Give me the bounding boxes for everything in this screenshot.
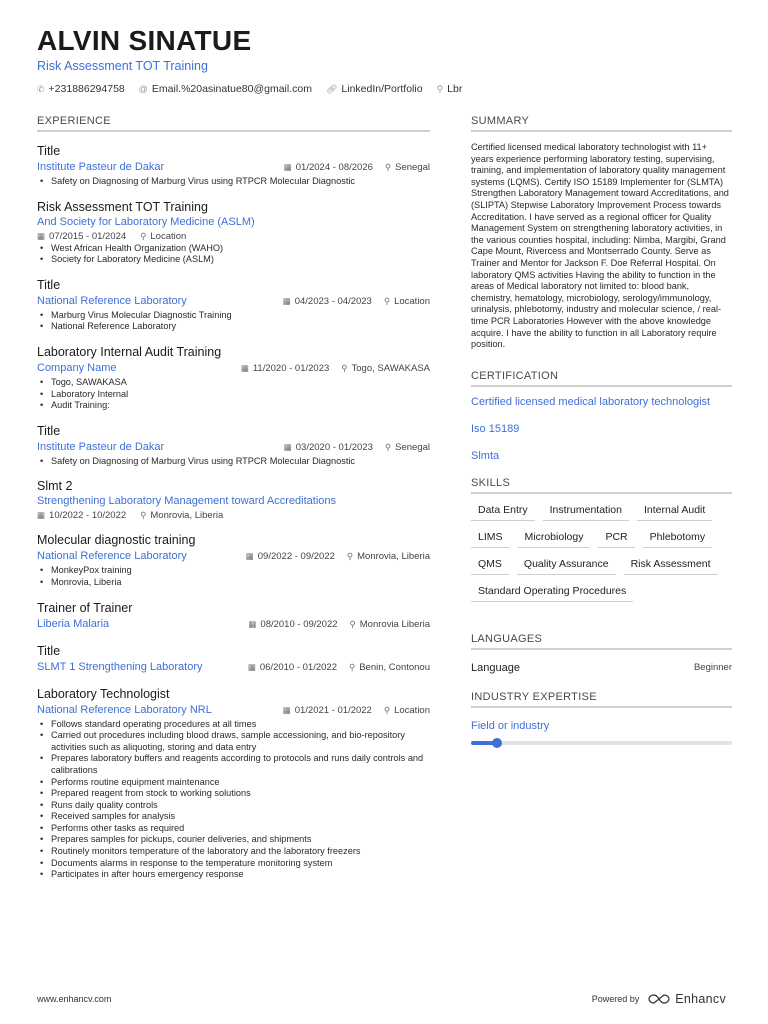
bullet-item: • Prepares samples for pickups, courier deliveries, and shipments [40, 834, 430, 846]
location-text: Location [394, 704, 430, 716]
location-text: Lbr [447, 83, 463, 95]
experience-company: Company Name [37, 361, 117, 374]
experience-list [37, 143, 430, 881]
experience-dates [283, 705, 372, 716]
bullet-item: • Performs other tasks as required [40, 823, 430, 835]
contact-location [437, 83, 463, 95]
experience-entry [37, 423, 430, 468]
bullet-item: • Carried out procedures including blood draws, sample accessioning, and bio-repository activities such as aliquoting, storing and data entry [40, 730, 430, 753]
skill-tag: LIMS [471, 529, 510, 548]
bullet-item: • Received samples for analysis [40, 811, 430, 823]
skill-tag: Microbiology [518, 529, 591, 548]
experience-title: Title [37, 277, 61, 292]
bullet-item: • Routinely monitors temperature of the laboratory and the laboratory freezers [40, 846, 430, 858]
experience-bullets [37, 456, 430, 468]
skill-tag: Risk Assessment [624, 556, 718, 575]
bullet-item: • Participates in after hours emergency response [40, 869, 430, 881]
dates-text: 07/2015 - 01/2024 [49, 230, 127, 242]
location-pin-icon: ⚲ [346, 551, 354, 562]
experience-location [140, 231, 186, 242]
link-icon: 🔗︎ [325, 83, 338, 94]
experience-location [341, 363, 430, 374]
experience-entry [37, 143, 430, 188]
experience-row [37, 703, 430, 718]
dates-text: 04/2023 - 04/2023 [294, 295, 372, 307]
brand-name: Enhancv [675, 992, 726, 1006]
experience-heading: EXPERIENCE [37, 115, 430, 132]
dates-text: 08/2010 - 09/2022 [260, 618, 338, 630]
experience-entry [37, 600, 430, 632]
slider-knob [492, 738, 502, 748]
experience-company: And Society for Laboratory Medicine (ASLM) [37, 215, 255, 228]
experience-company: Liberia Malaria [37, 617, 110, 630]
experience-meta [37, 231, 430, 242]
location-text: Location [394, 295, 430, 307]
experience-meta [284, 162, 430, 173]
bullet-item: • Safety on Diagnosing of Marburg Virus using RTPCR Molecular Diagnostic [40, 176, 430, 188]
skill-tag: Standard Operating Procedures [471, 583, 633, 602]
experience-entry [37, 686, 430, 881]
calendar-icon: ▦ [282, 295, 291, 306]
at-icon: @ [138, 84, 148, 94]
location-pin-icon: ⚲ [383, 704, 391, 715]
calendar-icon: ▦ [245, 551, 254, 562]
location-pin-icon: ⚲ [140, 510, 147, 521]
experience-company: Institute Pasteur de Dakar [37, 161, 165, 173]
location-text: Location [150, 230, 187, 242]
dates-text: 09/2022 - 09/2022 [257, 551, 335, 563]
experience-dates [284, 442, 373, 453]
experience-title: Title [37, 643, 61, 658]
summary-heading: SUMMARY [471, 115, 732, 132]
dates-text: 01/2024 - 08/2026 [295, 162, 373, 173]
experience-title: Title [37, 144, 61, 158]
summary-text: Certified licensed medical laboratory technologist with 11+ years experience performing laboratory testing, supervising, training, and implementation of laboratory quality management systems (LQMS). Certify ISO 15189 Implementer for (SLMTA) Strengthen Laboratory Management toward Accreditations, and (SLIPTA) Stepwise Laboratory Improvement Process towards Accreditation. I have served as a regional officer for Quality Management System on strengthening laboratory activities, in the various counties hospital, including: Nimba, Margibi, Grand Cape Mount, Rivercess and Montserrado County. Serve as Trainer and Mentor for Jackson F. Doe Referral Hospital. On laboratory QMS activities Having the ability to function in the areas of Medical laboratory not limited to: blood bank, chemistry, hematology, microbiology, serology/immunology, urinalysis, phlebotomy, industry and molecular science, / real-time PCR Laboratories However with the above knowledge acquire. I have the ability to function in all Laboratory require position. [471, 142, 729, 350]
experience-title: Laboratory Technologist [37, 686, 170, 701]
phone-text: +231886294758 [48, 83, 125, 95]
bullet-item: • Performs routine equipment maintenance [40, 777, 430, 789]
dates-text: 11/2020 - 01/2023 [252, 362, 330, 374]
calendar-icon: ▦ [37, 230, 46, 241]
experience-meta [246, 551, 430, 562]
calendar-icon: ▦ [283, 441, 292, 452]
contact-link[interactable] [326, 83, 423, 95]
experience-title: Molecular diagnostic training [37, 533, 196, 548]
skill-tag: QMS [471, 556, 509, 575]
calendar-icon: ▦ [282, 704, 291, 715]
bullet-item: • Follows standard operating procedures at all times [40, 719, 430, 731]
experience-row [37, 440, 430, 455]
location-pin-icon: ⚲ [341, 362, 348, 373]
experience-location [347, 551, 430, 562]
bullet-item: • Safety on Diagnosing of Marburg Virus using RTPCR Molecular Diagnostic [40, 456, 430, 468]
experience-location [384, 296, 430, 307]
bullet-item: • Prepared reagent from stock to working solutions [40, 788, 430, 800]
enhancv-logo-icon [647, 993, 671, 1005]
experience-dates [241, 363, 329, 374]
experience-dates [248, 662, 337, 673]
location-pin-icon: ⚲ [140, 230, 147, 241]
dates-text: 01/2021 - 01/2022 [294, 704, 372, 716]
phone-icon: ✆ [37, 83, 45, 94]
link-text[interactable]: LinkedIn/Portfolio [341, 83, 423, 95]
bullet-item: • Laboratory Internal [40, 389, 430, 401]
experience-row [37, 294, 430, 309]
location-text: Monrovia, Liberia [357, 551, 430, 563]
calendar-icon: ▦ [248, 618, 257, 629]
skill-tag: Internal Audit [637, 502, 712, 521]
skill-tag: Phlebotomy [643, 529, 712, 548]
calendar-icon: ▦ [247, 661, 256, 672]
bullet-item: • National Reference Laboratory [40, 321, 430, 333]
experience-title: Trainer of Trainer [37, 600, 133, 615]
experience-entry [37, 532, 430, 588]
language-row [471, 662, 732, 674]
skill-tag: PCR [598, 529, 634, 548]
skills-list [471, 502, 732, 602]
certification-item: Iso 15189 [471, 422, 520, 435]
right-column [471, 115, 732, 748]
experience-row [37, 361, 430, 376]
experience-row [37, 160, 430, 175]
location-text: Monrovia, Liberia [150, 510, 224, 522]
experience-bullets [37, 719, 430, 881]
bullet-item: • Monrovia, Liberia [40, 577, 430, 589]
experience-meta [37, 510, 430, 521]
page-footer [37, 992, 726, 1006]
dates-text: 03/2020 - 01/2023 [295, 441, 373, 453]
location-pin-icon: ⚲ [349, 618, 356, 629]
location-text: Togo, SAWAKASA [351, 362, 430, 374]
contact-phone [37, 83, 125, 95]
experience-company: Institute Pasteur de Dakar [37, 440, 165, 453]
slider-track [471, 741, 732, 745]
experience-location [384, 705, 430, 716]
certification-list [471, 396, 732, 463]
experience-meta [248, 662, 430, 673]
bullet-item: • Togo, SAWAKASA [40, 377, 430, 389]
experience-dates [37, 510, 126, 521]
bullet-item: • Society for Laboratory Medicine (ASLM) [40, 254, 430, 266]
brand-logo [647, 992, 726, 1006]
bullet-item: • Runs daily quality controls [40, 800, 430, 812]
experience-company: National Reference Laboratory [37, 294, 187, 307]
skills-heading: SKILLS [471, 477, 732, 494]
skill-tag: Data Entry [471, 502, 535, 521]
experience-entry [37, 478, 430, 521]
calendar-icon: ▦ [240, 362, 249, 373]
certification-heading: CERTIFICATION [471, 370, 732, 387]
experience-company: SLMT 1 Strengthening Laboratory [37, 660, 203, 673]
dates-text: 06/2010 - 01/2022 [259, 661, 337, 673]
location-pin-icon: ⚲ [384, 441, 392, 452]
language-level: Beginner [693, 662, 732, 674]
experience-bullets [37, 176, 430, 188]
bullet-item: • Audit Training: [40, 400, 430, 412]
experience-title: Title [37, 423, 61, 438]
left-column [37, 115, 430, 881]
calendar-icon: ▦ [283, 162, 292, 172]
experience-entry [37, 344, 430, 412]
experience-title: Slmt 2 [37, 479, 73, 494]
experience-row [37, 660, 430, 675]
bullet-item: • West African Health Organization (WAHO) [40, 243, 430, 255]
powered-by [592, 992, 726, 1006]
experience-dates [248, 619, 337, 630]
location-pin-icon: ⚲ [383, 295, 391, 306]
contact-bar [37, 83, 737, 95]
footer-site[interactable]: www.enhancv.com [37, 994, 112, 1004]
experience-location [349, 662, 430, 673]
experience-location [385, 162, 430, 173]
location-text: Benin, Contonou [359, 661, 430, 673]
experience-row [37, 549, 430, 564]
industry-level-slider [471, 738, 732, 748]
experience-meta [241, 363, 430, 374]
location-text: Senegal [395, 162, 430, 173]
experience-meta [284, 442, 430, 453]
email-text[interactable]: Email.%20asinatue80@gmail.com [151, 83, 312, 95]
experience-title: Laboratory Internal Audit Training [37, 344, 222, 359]
certification-item: Certified licensed medical laboratory technologist [471, 395, 711, 408]
resume-header [37, 24, 737, 95]
experience-company: National Reference Laboratory [37, 550, 187, 563]
experience-row [37, 617, 430, 632]
experience-bullets [37, 377, 430, 412]
language-name: Language [471, 661, 520, 674]
languages-heading: LANGUAGES [471, 633, 732, 650]
industry-field: Field or industry [471, 719, 550, 732]
experience-entry [37, 199, 430, 266]
bullet-item: • Prepares laboratory buffers and reagents according to protocols and runs daily controls and calibrations [40, 753, 430, 776]
experience-company: Strengthening Laboratory Management toward Accreditations [37, 495, 337, 508]
experience-meta [248, 619, 430, 630]
contact-email[interactable] [139, 83, 312, 95]
skill-tag: Quality Assurance [517, 556, 616, 575]
location-text: Monrovia Liberia [359, 618, 430, 630]
experience-dates [37, 231, 126, 242]
experience-location [140, 510, 223, 521]
experience-dates [283, 296, 372, 307]
candidate-subtitle: Risk Assessment TOT Training [37, 59, 208, 73]
dates-text: 10/2022 - 10/2022 [49, 510, 127, 522]
powered-label: Powered by [591, 994, 640, 1004]
experience-bullets [37, 310, 430, 333]
experience-title: Risk Assessment TOT Training [37, 199, 208, 214]
experience-location [350, 619, 430, 630]
experience-meta [283, 296, 430, 307]
experience-location [385, 442, 430, 453]
location-text: Senegal [395, 441, 430, 453]
experience-entry [37, 277, 430, 333]
candidate-name: ALVIN SINATUE [37, 25, 252, 56]
experience-dates [246, 551, 335, 562]
skill-tag: Instrumentation [543, 502, 629, 521]
experience-dates [284, 162, 373, 173]
location-pin-icon: ⚲ [436, 83, 444, 94]
experience-company: National Reference Laboratory NRL [37, 703, 212, 716]
experience-bullets [37, 565, 430, 588]
experience-entry [37, 643, 430, 675]
industry-heading: INDUSTRY EXPERTISE [471, 691, 732, 708]
calendar-icon: ▦ [37, 510, 46, 521]
location-pin-icon: ⚲ [348, 661, 356, 672]
certification-item: Slmta [471, 449, 500, 462]
bullet-item: • MonkeyPox training [40, 565, 430, 577]
bullet-item: • Documents alarms in response to the temperature monitoring system [40, 858, 430, 870]
bullet-item: • Marburg Virus Molecular Diagnostic Training [40, 310, 430, 322]
experience-bullets [37, 243, 430, 266]
location-pin-icon: ⚲ [384, 162, 392, 172]
experience-meta [283, 705, 430, 716]
